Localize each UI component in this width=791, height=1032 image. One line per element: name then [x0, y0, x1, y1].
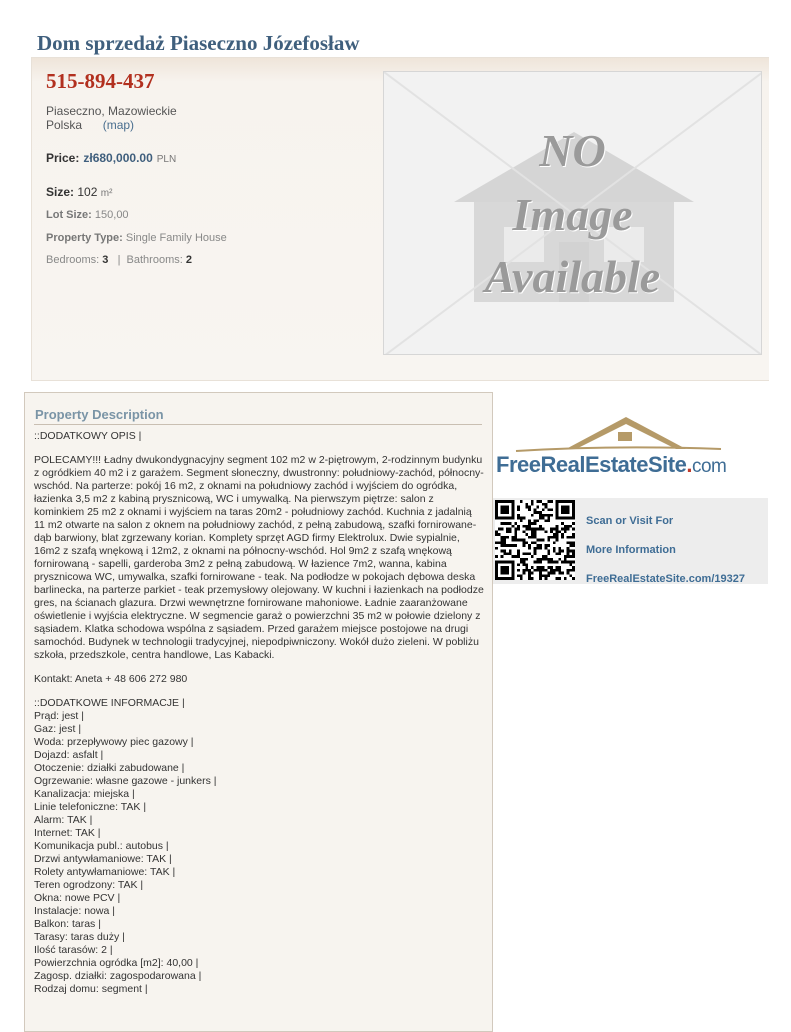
size-value: 102: [77, 185, 98, 199]
size-label: Size:: [46, 185, 75, 199]
lot-size-label: Lot Size:: [46, 209, 92, 221]
size-unit: m²: [100, 188, 113, 199]
property-type-value: Single Family House: [125, 232, 227, 244]
listing-phone: 515-894-437: [46, 69, 155, 93]
property-type-label: Property Type:: [46, 232, 123, 244]
map-link[interactable]: (map): [102, 118, 135, 132]
price-currency: PLN: [156, 154, 177, 165]
property-description-text: [34, 430, 485, 1007]
description-paragraph: POLECAMY!!! Ładny dwukondygnacyjny segment 102 m2 w 2-piętrowym, 2-rodzinnym budynku z ogródkiem 40 m2 i z garażem. Segment słoneczny, dwustronny: południowy-zachód, północny-wschód. Na parterze: pokój 16 m2, z oknami na południowy zachód i wyjściem do ogródka, łazienka 3,5 m2 z kabiną prysznicową, WC i umywalką. Na pierwszym piętrze: salon z kominkiem 25 m2 z oknami i wyjściem na taras 20m2 - południowy zachód. Kuchnia z jadalnią 11 m2 otwarte na salon z oknem na południowy zachód, z pełną zabudową, szafki fornirowane- dąb barwiony, blat zgrzewany korian. Komplety sprzęt AGD firmy Elektrolux. Dwie sypialnie, 16m2 z szafą wnękową i 12m2, z oknami na północny-wschód. Hol 9m2 z szafą wnękową fornirowaną - sapelli, garderoba 3m2 z pełną zabudową. W łazience 7m2, wanna, kabina prysznicowa WC, umywalka, szafki fornirowane - teak. Na podłodze w pokojach dębowa deska barlinecka, na parterze parkiet - teak przemysłowy olejowany. W kuchni i łazienkach na podłodze gres, na ścianach glazura. Drzwi wewnętrzne fornirowane mahoniowe. Ładnie zaaranżowane oświetlenie i wyjścia elektryczne. W segmencie garaż o powierzchni 35 m2 w połowie dzielony z sąsiadem. Klatka schodowa wspólna z sąsiadem. Przed garażem miejsce postojowe na drugi samochód. Budynek w technologii tradycyjnej, niepodpiwniczony. Wokół dużo zieleni. W pobliżu szkoła, przedszkole, centra handlowe, Las Kabacki.: [34, 454, 484, 661]
lot-size-row: [46, 209, 129, 221]
size-row: [46, 185, 112, 199]
address-country: Polska: [46, 118, 83, 132]
qr-text-line-2: More Information: [586, 544, 676, 556]
price-row: [46, 151, 176, 165]
logo-text-main: FreeRealEstateSite: [496, 452, 687, 477]
logo-text-com: com: [691, 456, 727, 477]
description-paragraph: Kontakt: Aneta + 48 606 272 980: [34, 673, 188, 685]
qr-code-icon[interactable]: [495, 500, 575, 580]
no-image-line-3: Available: [484, 251, 661, 302]
rooms-row: [46, 254, 192, 266]
property-type-row: [46, 232, 227, 244]
bedrooms-label: Bedrooms:: [46, 254, 100, 266]
rooms-separator: |: [117, 254, 121, 266]
additional-info-list: ::DODATKOWE INFORMACJE | Prąd: jest | Gaz: jest | Woda: przepływowy piec gazowy | Dojazd: asfalt | Otoczenie: działki zabudowane | Ogrzewanie: własne gazowe - junkers | Kanalizacja: miejska | Linie telefoniczne: TAK | Alarm: TAK | Internet: TAK | Komunikacja publ.: autobus | Drzwi antywłamaniowe: TAK | Rolety antywłamaniowe: TAK | Teren ogrodzony: TAK | Okna: nowe PCV | Instalacje: nowa | Balkon: taras | Tarasy: taras duży | Ilość tarasów: 2 | Powierzchnia ogródka [m2]: 40,00 | Zagosp. działki: zagospodarowana | Rodzaj domu: segment |: [34, 697, 217, 995]
bathrooms-value: 2: [185, 254, 192, 266]
bedrooms-value: 3: [102, 254, 109, 266]
address-line-2: [46, 118, 134, 132]
no-image-line-1: NO: [539, 125, 606, 176]
qr-text-line-1: Scan or Visit For: [586, 515, 674, 527]
description-divider: [34, 424, 482, 425]
lot-size-value: 150,00: [94, 209, 129, 221]
no-image-line-2: Image: [512, 189, 633, 240]
description-paragraph: ::DODATKOWY OPIS |: [34, 430, 142, 442]
bathrooms-label: Bathrooms:: [126, 254, 183, 266]
page-title: Dom sprzedaż Piaseczno Józefosław: [37, 31, 360, 55]
no-image-placeholder: [383, 71, 762, 355]
price-label: Price:: [46, 151, 80, 165]
logo-text-dot: .: [686, 452, 692, 477]
qr-code-panel: [493, 498, 768, 584]
qr-text-link[interactable]: FreeRealEstateSite.com/19327: [586, 573, 745, 585]
price-value: zł680,000.00: [83, 151, 153, 165]
property-description-title: Property Description: [35, 407, 164, 422]
address-line-1: Piaseczno, Mazowieckie: [46, 104, 177, 118]
site-logo-text[interactable]: [496, 452, 726, 478]
property-description-panel: [24, 392, 493, 1032]
